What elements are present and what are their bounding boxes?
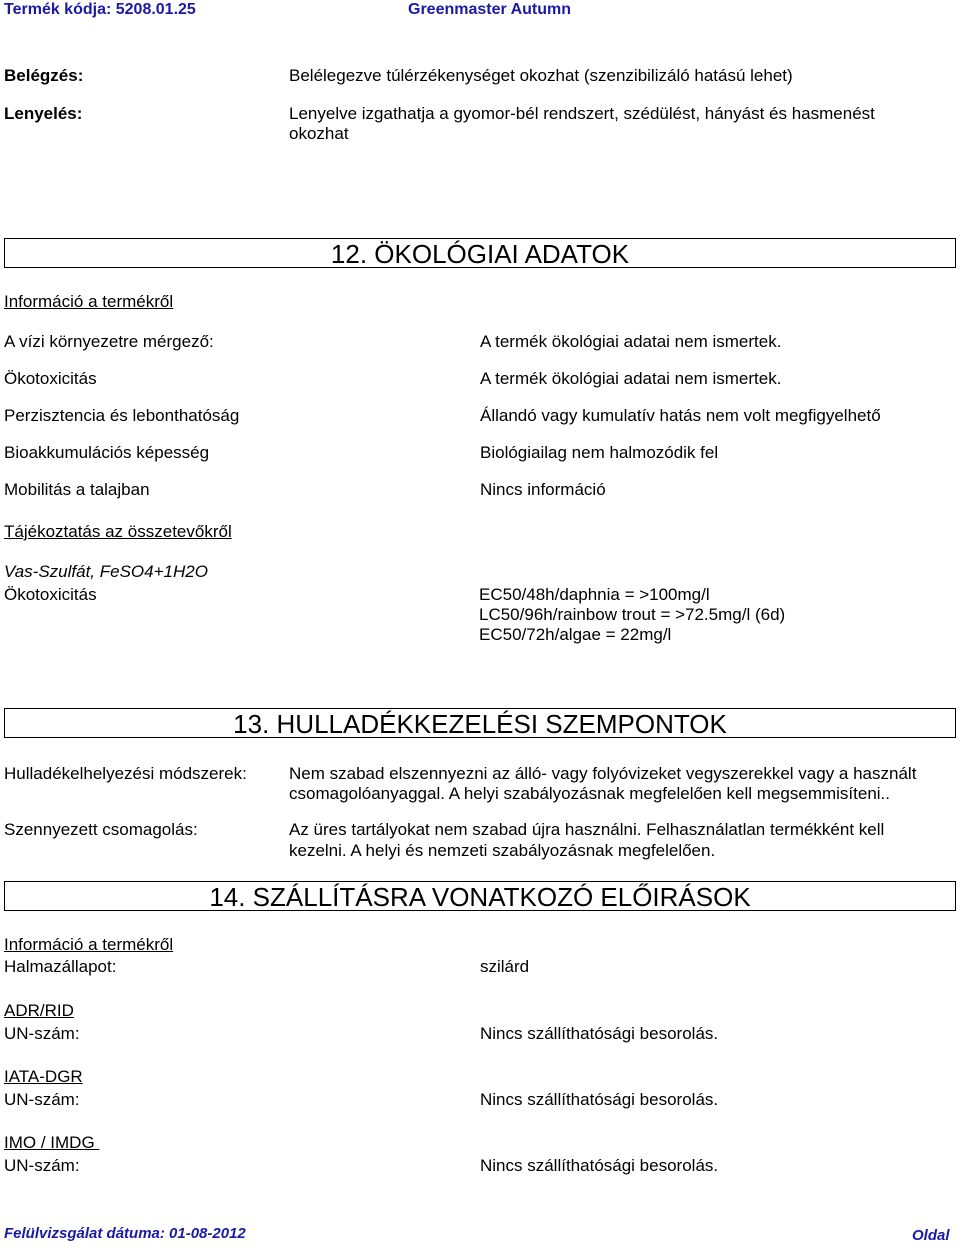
ecotox-value: EC50/48h/daphnia = >100mg/l bbox=[479, 585, 710, 604]
ingestion-text-line2: okozhat bbox=[289, 124, 349, 143]
packaging-text-line1: Az üres tartályokat nem szabad újra használni. Felhasználatlan termékként kell bbox=[289, 820, 885, 839]
component-name: Vas-Szulfát, FeSO4+1H2O bbox=[4, 562, 208, 581]
ingestion-text-line1: Lenyelve izgathatja a gyomor-bél rendszert, szédülést, hányást és hasmenést bbox=[289, 104, 875, 123]
iata-heading: IATA-DGR bbox=[4, 1067, 83, 1086]
ecotox-value: EC50/72h/algae = 22mg/l bbox=[479, 625, 672, 644]
adr-un-label: UN-szám: bbox=[4, 1024, 80, 1043]
inhalation-label: Belégzés: bbox=[4, 66, 84, 85]
eco-row-label: Perzisztencia és lebonthatóság bbox=[4, 406, 240, 425]
components-heading: Tájékoztatás az összetevőkről bbox=[4, 522, 232, 541]
state-label: Halmazállapot: bbox=[4, 957, 117, 976]
eco-row-value: A termék ökológiai adatai nem ismertek. bbox=[480, 369, 782, 388]
imo-heading: IMO / IMDG bbox=[4, 1133, 100, 1152]
packaging-text-line2: kezelni. A helyi és nemzeti szabályozásnak megfelelően. bbox=[289, 841, 716, 860]
imo-un-value: Nincs szállíthatósági besorolás. bbox=[480, 1156, 719, 1175]
disposal-label: Hulladékelhelyezési módszerek: bbox=[4, 764, 247, 783]
eco-row-value: Állandó vagy kumulatív hatás nem volt megfigyelhető bbox=[480, 406, 881, 425]
iata-un-value: Nincs szállíthatósági besorolás. bbox=[480, 1090, 719, 1109]
ingestion-label: Lenyelés: bbox=[4, 104, 83, 123]
product-name: Greenmaster Autumn bbox=[408, 1, 571, 18]
inhalation-text: Belélegezve túlérzékenységet okozhat (szenzibilizáló hatású lehet) bbox=[289, 66, 793, 85]
section-14-product-info-heading: Információ a termékről bbox=[4, 935, 174, 954]
eco-row-value: A termék ökológiai adatai nem ismertek. bbox=[480, 332, 782, 351]
eco-row-label: Mobilitás a talajban bbox=[4, 480, 150, 499]
adr-heading: ADR/RID bbox=[4, 1001, 74, 1020]
revision-date: Felülvizsgálat dátuma: 01-08-2012 bbox=[4, 1225, 246, 1242]
eco-row-label: Ökotoxicitás bbox=[4, 369, 97, 388]
disposal-text-line1: Nem szabad elszennyezni az álló- vagy folyóvizeket vegyszerekkel vagy a használt bbox=[289, 764, 917, 783]
eco-row-value: Nincs információ bbox=[480, 480, 606, 499]
disposal-text-line2: csomagolóanyaggal. A helyi szabályozásnak megfelelően kell megsemmisíteni.. bbox=[289, 784, 890, 803]
eco-row-label: Bioakkumulációs képesség bbox=[4, 443, 210, 462]
imo-un-label: UN-szám: bbox=[4, 1156, 80, 1175]
state-value: szilárd bbox=[480, 957, 530, 976]
section-14-title: 14. SZÁLLÍTÁSRA VONATKOZÓ ELŐIRÁSOK bbox=[4, 881, 956, 911]
section-12-title: 12. ÖKOLÓGIAI ADATOK bbox=[4, 238, 956, 268]
page-label: Oldal bbox=[912, 1227, 950, 1244]
iata-un-label: UN-szám: bbox=[4, 1090, 80, 1109]
eco-row-label: A vízi környezetre mérgező: bbox=[4, 332, 214, 351]
packaging-label: Szennyezett csomagolás: bbox=[4, 820, 198, 839]
adr-un-value: Nincs szállíthatósági besorolás. bbox=[480, 1024, 719, 1043]
ecotox-value: LC50/96h/rainbow trout = >72.5mg/l (6d) bbox=[479, 605, 786, 624]
product-code: Termék kódja: 5208.01.25 bbox=[4, 1, 196, 18]
eco-row-value: Biológiailag nem halmozódik fel bbox=[480, 443, 719, 462]
component-ecotox-label: Ökotoxicitás bbox=[4, 585, 97, 604]
section-12-product-info-heading: Információ a termékről bbox=[4, 292, 174, 311]
section-13-title: 13. HULLADÉKKEZELÉSI SZEMPONTOK bbox=[4, 708, 956, 738]
